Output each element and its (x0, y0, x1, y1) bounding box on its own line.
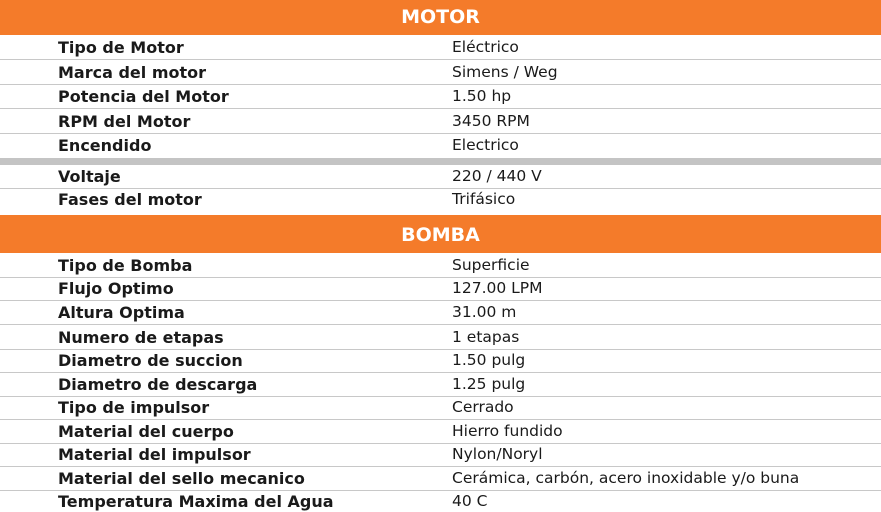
spec-label: Material del impulsor (58, 445, 251, 464)
spec-label: Encendido (58, 136, 152, 155)
spec-row-flujo-optimo (0, 278, 881, 301)
spec-row-tipo-de-impulsor (0, 397, 881, 420)
spec-row-temperatura-maxima-del-agua (0, 491, 881, 512)
spec-value: 127.00 LPM (452, 279, 543, 297)
bomba-section-title: BOMBA (401, 224, 480, 246)
spec-row-rpm-del-motor (0, 111, 881, 134)
spec-value: Simens / Weg (452, 63, 558, 81)
spec-label: Fases del motor (58, 190, 202, 209)
spec-value: Cerrado (452, 398, 514, 416)
bomba-section-header (0, 215, 881, 253)
spec-value: 1 etapas (452, 328, 520, 346)
spec-label: Tipo de impulsor (58, 398, 210, 417)
spec-value: 31.00 m (452, 303, 517, 321)
spec-value: Trifásico (452, 190, 516, 208)
spec-row-tipo-de-motor (0, 37, 881, 60)
spec-row-diametro-de-descarga (0, 374, 881, 397)
section-separator (0, 158, 881, 165)
spec-label: Potencia del Motor (58, 87, 229, 106)
spec-label: Numero de etapas (58, 328, 224, 347)
motor-section-header (0, 0, 881, 35)
spec-row-material-del-sello-mecanico (0, 468, 881, 491)
spec-row-material-del-impulsor (0, 444, 881, 467)
spec-value: 220 / 440 V (452, 167, 542, 185)
spec-row-potencia-del-motor (0, 86, 881, 109)
spec-row-material-del-cuerpo (0, 421, 881, 444)
spec-label: Temperatura Maxima del Agua (58, 492, 334, 511)
spec-label: Diametro de succion (58, 351, 243, 370)
spec-row-marca-del-motor (0, 62, 881, 85)
spec-value: 40 C (452, 492, 488, 510)
spec-row-altura-optima (0, 302, 881, 325)
spec-value: Electrico (452, 136, 519, 154)
spec-row-diametro-de-succion (0, 350, 881, 373)
spec-label: RPM del Motor (58, 112, 191, 131)
spec-value: Eléctrico (452, 38, 519, 56)
motor-section-title: MOTOR (401, 6, 480, 28)
spec-label: Material del sello mecanico (58, 469, 305, 488)
spec-row-tipo-de-bomba (0, 255, 881, 278)
spec-value: Nylon/Noryl (452, 445, 543, 463)
spec-row-numero-de-etapas (0, 327, 881, 350)
spec-row-fases-del-motor (0, 189, 881, 212)
spec-label: Tipo de Bomba (58, 256, 193, 275)
spec-value: Hierro fundido (452, 422, 563, 440)
spec-value: Cerámica, carbón, acero inoxidable y/o buna (452, 469, 800, 487)
spec-value: 3450 RPM (452, 112, 530, 130)
spec-label: Marca del motor (58, 63, 207, 82)
spec-label: Diametro de descarga (58, 375, 258, 394)
spec-label: Voltaje (58, 167, 121, 186)
spec-label: Altura Optima (58, 303, 185, 322)
spec-label: Flujo Optimo (58, 279, 174, 298)
spec-value: Superficie (452, 256, 530, 274)
spec-row-voltaje (0, 166, 881, 189)
spec-value: 1.25 pulg (452, 375, 526, 393)
spec-row-encendido (0, 135, 881, 158)
spec-label: Material del cuerpo (58, 422, 234, 441)
spec-value: 1.50 pulg (452, 351, 526, 369)
spec-label: Tipo de Motor (58, 38, 184, 57)
spec-value: 1.50 hp (452, 87, 512, 105)
